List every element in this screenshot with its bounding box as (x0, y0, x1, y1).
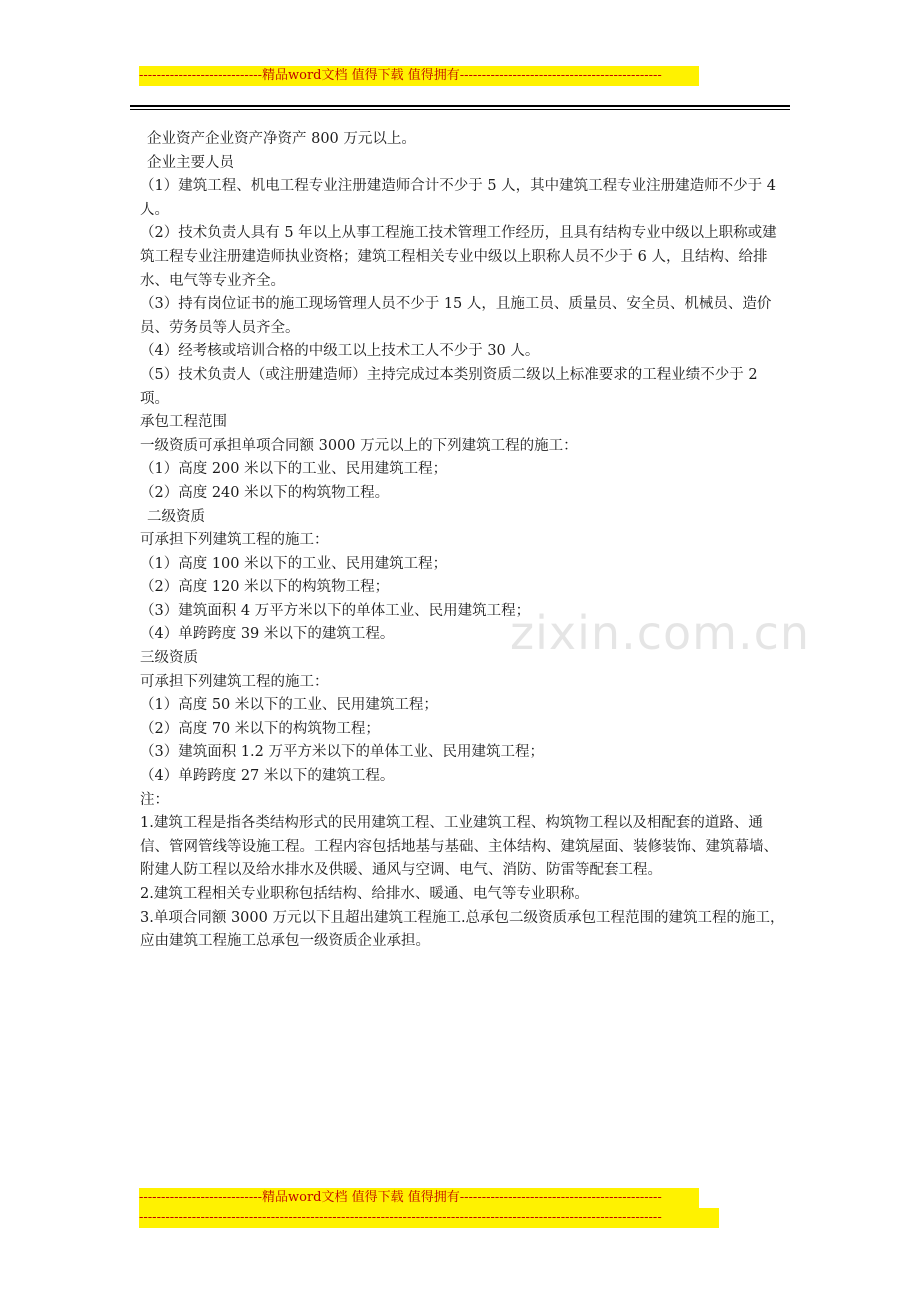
paragraph-net-assets: 企业资产企业资产净资产 800 万元以上。 (147, 131, 416, 147)
paragraph-personnel-3: （3）持有岗位证书的施工现场管理人员不少于 15 人，且施工员、质量员、安全员、机械员、造价员、劳务员等人员齐全。 (140, 296, 772, 336)
paragraph-personnel-4: （4）经考核或培训合格的中级工以上技术工人不少于 30 人。 (140, 343, 540, 360)
header-banner: ----------------------------精品word文档 值得下载 值得拥有---------------------------------------------- (139, 66, 699, 86)
paragraph-grade1-intro: 一级资质可承担单项合同额 3000 万元以上的下列建筑工程的施工： (140, 437, 578, 454)
footer-dash-line: ----------------------------------------------------------------------------------------------------------------------- (139, 1208, 719, 1228)
paragraph-grade2-item-1: （1）高度 100 米以下的工业、民用建筑工程； (140, 555, 448, 572)
header-divider-thin (130, 109, 790, 110)
paragraph-note-3: 3.单项合同额 3000 万元以下且超出建筑工程施工.总承包二级资质承包工程范围的建筑工程的施工，应由建筑工程施工总承包一级资质企业承担。 (140, 909, 785, 950)
footer-banner: ----------------------------精品word文档 值得下载 值得拥有---------------------------------------------- (139, 1188, 699, 1208)
paragraph-grade2-item-2: （2）高度 120 米以下的构筑物工程； (140, 579, 390, 596)
header-divider-thick (130, 105, 790, 107)
document-body (140, 128, 790, 954)
heading-grade2: 二级资质 (147, 508, 205, 525)
paragraph-grade2-item-4: （4）单跨跨度 39 米以下的建筑工程。 (140, 626, 395, 643)
heading-notes: 注： (140, 791, 169, 808)
paragraph-grade3-item-1: （1）高度 50 米以下的工业、民用建筑工程； (140, 697, 438, 714)
paragraph-grade3-item-4: （4）单跨跨度 27 米以下的建筑工程。 (140, 768, 395, 785)
paragraph-grade1-item-2: （2）高度 240 米以下的构筑物工程。 (140, 484, 390, 501)
paragraph-grade3-item-3: （3）建筑面积 1.2 万平方米以下的单体工业、民用建筑工程； (140, 744, 545, 761)
heading-key-personnel: 企业主要人员 (147, 154, 234, 171)
paragraph-personnel-5: （5）技术负责人（或注册建造师）主持完成过本类别资质二级以上标准要求的工程业绩不少于 2 项。 (140, 366, 758, 407)
heading-grade3: 三级资质 (140, 650, 198, 667)
paragraph-grade1-item-1: （1）高度 200 米以下的工业、民用建筑工程； (140, 461, 448, 478)
paragraph-personnel-2: （2）技术负责人具有 5 年以上从事工程施工技术管理工作经历，且具有结构专业中级以上职称或建筑工程专业注册建造师执业资格；建筑工程相关专业中级以上职称人员不少于 6 人，且结构、给排水、电气等专业齐全。 (140, 225, 777, 289)
paragraph-note-2: 2.建筑工程相关专业职称包括结构、给排水、暖通、电气等专业职称。 (140, 886, 589, 902)
paragraph-personnel-1: （1）建筑工程、机电工程专业注册建造师合计不少于 5 人，其中建筑工程专业注册建造师不少于 4 人。 (140, 178, 776, 218)
paragraph-grade3-item-2: （2）高度 70 米以下的构筑物工程； (140, 720, 380, 737)
heading-contract-scope: 承包工程范围 (140, 414, 227, 431)
paragraph-note-1: 1.建筑工程是指各类结构形式的民用建筑工程、工业建筑工程、构筑物工程以及相配套的道路、通信、管网管线等设施工程。工程内容包括地基与基础、主体结构、建筑屋面、装修装饰、建筑幕墙、附建人防工程以及给水排水及供暖、通风与空调、电气、消防、防雷等配套工程。 (140, 815, 778, 879)
paragraph-grade2-item-3: （3）建筑面积 4 万平方米以下的单体工业、民用建筑工程； (140, 602, 531, 619)
paragraph-grade2-intro: 可承担下列建筑工程的施工： (140, 532, 329, 549)
paragraph-grade3-intro: 可承担下列建筑工程的施工： (140, 673, 329, 690)
watermark: zixin.com.cn (510, 606, 811, 660)
